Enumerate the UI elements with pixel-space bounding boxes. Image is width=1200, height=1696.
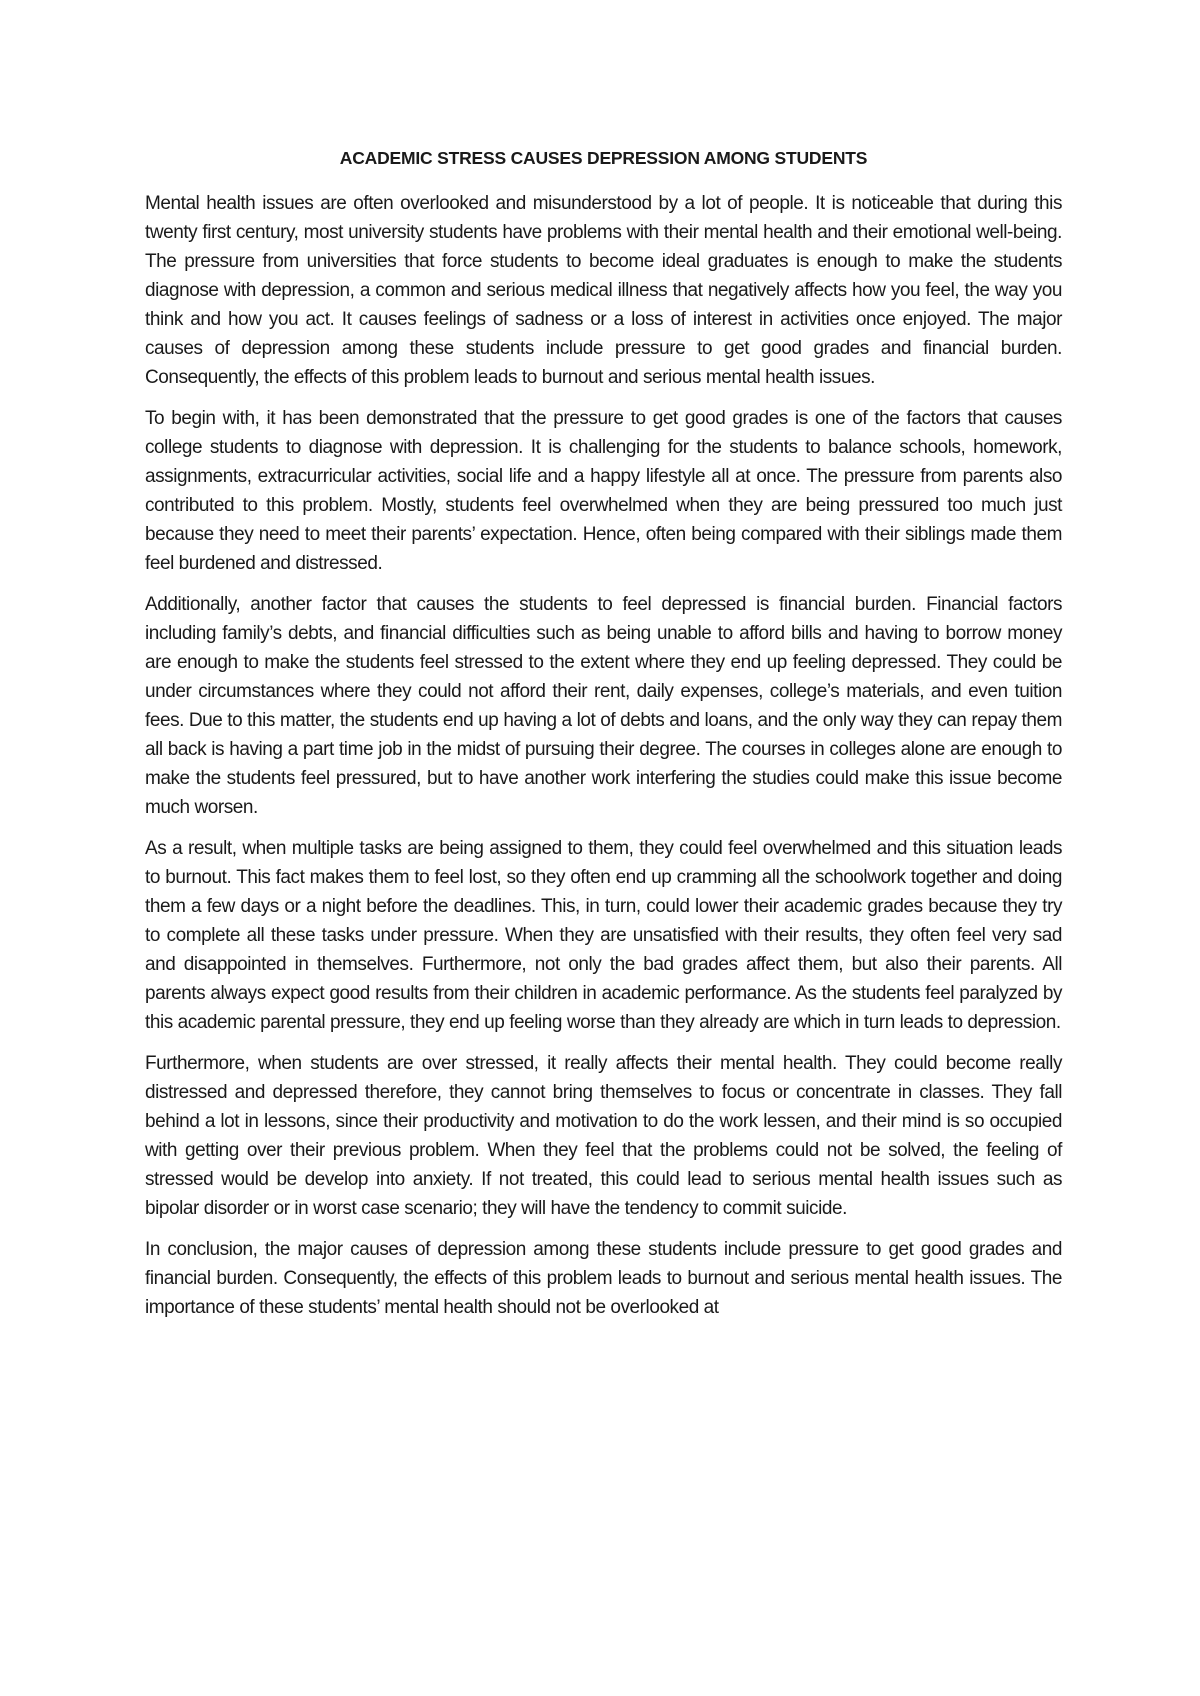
document-body [145, 145, 1062, 1334]
document-title: ACADEMIC STRESS CAUSES DEPRESSION AMONG STUDENTS [339, 148, 868, 168]
paragraph-mental-health: Furthermore, when students are over stressed, it really affects their mental health. They could become really distressed and depressed therefore, they cannot bring themselves to focus or concentrate in classes. They fall behind a lot in lessons, since their productivity and motivation to do the work lessen, and their mind is so occupied with getting over their previous problem. When they feel that the problems could not be solved, the feeling of stressed would be develop into anxiety. If not treated, this could lead to serious mental health issues such as bipolar disorder or in worst case scenario; they will have the tendency to commit suicide. [145, 1053, 1062, 1219]
paragraph-introduction: Mental health issues are often overlooked and misunderstood by a lot of people. It is noticeable that during this twenty first century, most university students have problems with their mental health and their emotional well-being. The pressure from universities that force students to become ideal graduates is enough to make the students diagnose with depression, a common and serious medical illness that negatively affects how you feel, the way you think and how you act. It causes feelings of sadness or a loss of interest in activities once enjoyed. The major causes of depression among these students include pressure to get good grades and financial burden. Consequently, the effects of this problem leads to burnout and serious mental health issues. [145, 193, 1062, 388]
paragraph-good-grades: To begin with, it has been demonstrated that the pressure to get good grades is one of the factors that causes college students to diagnose with depression. It is challenging for the students to balance schools, homework, assignments, extracurricular activities, social life and a happy lifestyle all at once. The pressure from parents also contributed to this problem. Mostly, students feel overwhelmed when they are being pressured too much just because they need to meet their parents’ expectation. Hence, often being compared with their siblings made them feel burdened and distressed. [145, 408, 1062, 574]
paragraph-conclusion: In conclusion, the major causes of depression among these students include pressure to get good grades and financial burden. Consequently, the effects of this problem leads to burnout and serious mental health issues. The importance of these students’ mental health should not be overlooked at [145, 1239, 1062, 1318]
paragraph-burnout: As a result, when multiple tasks are being assigned to them, they could feel overwhelmed and this situation leads to burnout. This fact makes them to feel lost, so they often end up cramming all the schoolwork together and doing them a few days or a night before the deadlines. This, in turn, could lower their academic grades because they try to complete all these tasks under pressure. When they are unsatisfied with their results, they often feel very sad and disappointed in themselves. Furthermore, not only the bad grades affect them, but also their parents. All parents always expect good results from their children in academic performance. As the students feel paralyzed by this academic parental pressure, they end up feeling worse than they already are which in turn leads to depression. [145, 838, 1062, 1033]
paragraph-financial-burden: Additionally, another factor that causes the students to feel depressed is financial burden. Financial factors including family’s debts, and financial difficulties such as being unable to afford bills and having to borrow money are enough to make the students feel stressed to the extent where they end up feeling depressed. They could be under circumstances where they could not afford their rent, daily expenses, college’s materials, and even tuition fees. Due to this matter, the students end up having a lot of debts and loans, and the only way they can repay them all back is having a part time job in the midst of pursuing their degree. The courses in colleges alone are enough to make the students feel pressured, but to have another work interfering the studies could make this issue become much worsen. [145, 594, 1062, 818]
